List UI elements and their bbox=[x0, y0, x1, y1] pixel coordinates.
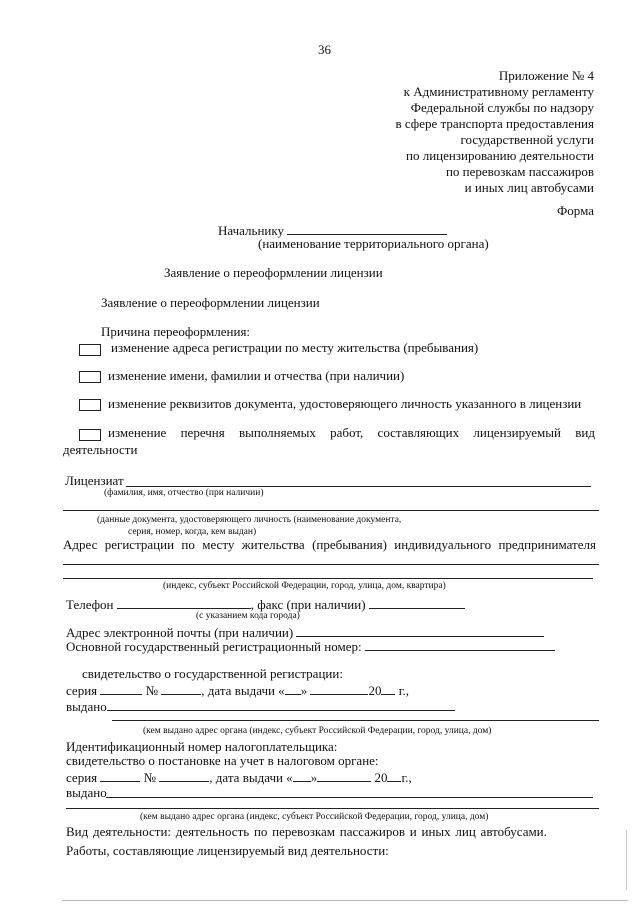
tax-month-field[interactable] bbox=[317, 769, 371, 782]
registration-issued-field[interactable] bbox=[107, 698, 455, 711]
registration-day-field[interactable] bbox=[285, 682, 301, 695]
inn-label: Идентификационный номер налогоплательщика: bbox=[66, 739, 338, 754]
address-line-1[interactable] bbox=[63, 564, 599, 565]
reason-checkbox-name[interactable] bbox=[79, 371, 101, 383]
reason-checkbox-id-document[interactable] bbox=[79, 399, 101, 411]
addressee-label: Начальнику bbox=[218, 222, 447, 238]
registration-number-field[interactable] bbox=[161, 682, 201, 695]
activity-row: Вид деятельности: деятельность по перевозкам пассажиров и иных лиц автобусами. bbox=[66, 824, 547, 839]
tax-day-field[interactable] bbox=[293, 769, 311, 782]
reason-option-works-cont: деятельности bbox=[63, 442, 138, 457]
email-row: Адрес электронной почты (при наличии) bbox=[66, 624, 544, 640]
appendix-line-7: по перевозкам пассажиров bbox=[445, 164, 594, 179]
works-label: Работы, составляющие лицензируемый вид деятельности: bbox=[66, 843, 389, 858]
reason-option-address: изменение адреса регистрации по месту жительства (пребывания) bbox=[111, 340, 479, 355]
tax-cert-row: серия № , дата выдачи « » 20 г., bbox=[66, 770, 412, 785]
licensee-label: Лицензиат bbox=[65, 473, 124, 488]
appendix-line-5: государственной услуги bbox=[460, 132, 594, 147]
registration-authority-hint: (кем выдано адрес органа (индекс, субъект Российской Федерации, город, улица, дом) bbox=[143, 726, 492, 736]
form-title: Заявление о переоформлении лицензии bbox=[164, 265, 383, 280]
licensee-name-hint: (фамилия, имя, отчество (при наличии) bbox=[104, 488, 264, 498]
licensee-document-line[interactable] bbox=[63, 510, 599, 511]
registration-series-field[interactable] bbox=[100, 682, 142, 695]
address-line-2[interactable] bbox=[63, 578, 593, 579]
registration-cert-row: серия № , дата выдачи « » 20 г., bbox=[66, 683, 410, 698]
form-label: Форма bbox=[557, 203, 594, 218]
registration-authority-line[interactable] bbox=[112, 720, 599, 721]
addressee-hint: (наименование территориального органа) bbox=[258, 236, 489, 251]
email-field[interactable] bbox=[296, 624, 544, 637]
reason-option-id-document: изменение реквизитов документа, удостоверяющего личность указанного в лицензии bbox=[108, 396, 582, 411]
addressee-field[interactable] bbox=[287, 222, 447, 235]
phone-field[interactable] bbox=[117, 596, 251, 609]
reason-option-name: изменение имени, фамилии и отчества (при наличии) bbox=[108, 368, 405, 383]
phone-hint: (с указанием кода города) bbox=[196, 611, 300, 621]
phone-row: Телефон , факс (при наличии) bbox=[66, 596, 465, 612]
tax-authority-hint: (кем выдано адрес органа (индекс, субъект Российской Федерации, город, улица, дом) bbox=[140, 812, 489, 822]
form-subtitle: Заявление о переоформлении лицензии bbox=[101, 295, 320, 310]
ogrn-field[interactable] bbox=[365, 638, 555, 651]
appendix-line-8: и иных лиц автобусами bbox=[464, 180, 594, 195]
registration-month-field[interactable] bbox=[310, 682, 368, 695]
ogrn-row: Основной государственный регистрационный номер: bbox=[66, 638, 555, 654]
tax-series-field[interactable] bbox=[100, 769, 140, 782]
reason-option-works: изменение перечня выполняемых работ, составляющих лицензируемый вид bbox=[108, 425, 595, 440]
appendix-line-2: к Административному регламенту bbox=[403, 84, 594, 99]
reason-checkbox-works[interactable] bbox=[79, 429, 101, 441]
reason-checkbox-address[interactable] bbox=[79, 344, 101, 356]
appendix-line-1: Приложение № 4 bbox=[498, 68, 594, 83]
address-hint: (индекс, субъект Российской Федерации, город, улица, дом, квартира) bbox=[163, 581, 446, 591]
appendix-line-6: по лицензированию деятельности bbox=[406, 148, 594, 163]
registration-cert-label: свидетельство о государственной регистрации: bbox=[82, 666, 343, 681]
licensee-name-line[interactable] bbox=[126, 486, 591, 487]
licensee-document-hint-1: (данные документа, удостоверяющего личность (наименование документа, bbox=[97, 515, 402, 525]
tax-issued-row: выдано bbox=[66, 785, 107, 800]
appendix-line-4: в сфере транспорта предоставления bbox=[395, 116, 594, 131]
tax-cert-label: свидетельство о постановке на учет в налоговом органе: bbox=[66, 753, 379, 768]
scan-right-edge bbox=[626, 830, 627, 890]
tax-number-field[interactable] bbox=[159, 769, 209, 782]
scan-bottom-edge bbox=[62, 900, 628, 901]
fax-field[interactable] bbox=[369, 596, 465, 609]
tax-year-field[interactable] bbox=[387, 769, 401, 782]
reason-label: Причина переоформления: bbox=[101, 324, 251, 339]
appendix-line-3: Федеральной службы по надзору bbox=[410, 100, 594, 115]
page-number: 36 bbox=[318, 42, 331, 57]
registration-issued-row: выдано bbox=[66, 698, 455, 714]
address-label: Адрес регистрации по месту жительства (пребывания) индивидуального предпринимателя bbox=[63, 537, 596, 552]
licensee-document-hint-2: серия, номер, когда, кем выдан) bbox=[128, 527, 257, 537]
tax-issued-field[interactable] bbox=[106, 797, 593, 798]
tax-authority-line[interactable] bbox=[66, 808, 599, 809]
registration-year-field[interactable] bbox=[381, 682, 395, 695]
